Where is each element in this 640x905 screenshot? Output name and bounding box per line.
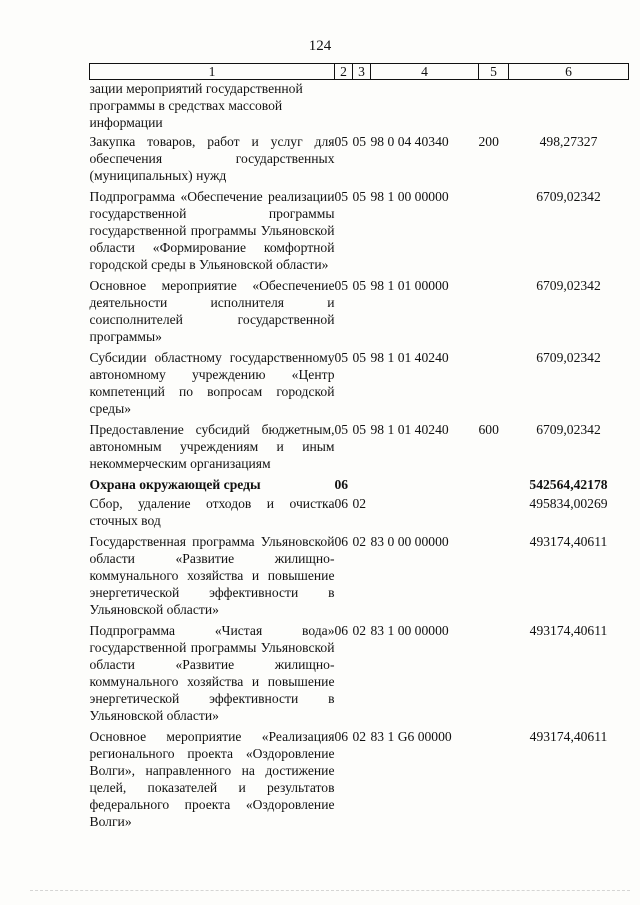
column-header-4: 4 bbox=[371, 64, 479, 80]
row-subsection-code: 02 bbox=[352, 729, 367, 744]
page-number: 124 bbox=[308, 38, 332, 54]
row-name: Охрана окружающей среды bbox=[89, 477, 261, 492]
row-name: Государственная программа Ульяновской области «Развитие жилищно-коммунального хозяйства и повышение энергетической эффективности в Ульяновской области» bbox=[89, 534, 335, 617]
row-section-code: 05 bbox=[334, 278, 349, 293]
table-row bbox=[90, 728, 629, 834]
row-subsection-code bbox=[353, 476, 371, 495]
row-expense-type-code bbox=[479, 188, 509, 277]
table-body bbox=[90, 80, 629, 835]
row-amount: 6709,02342 bbox=[536, 350, 601, 365]
row-section-code: 06 bbox=[334, 534, 349, 549]
row-amount bbox=[509, 80, 629, 134]
table-row bbox=[90, 349, 629, 421]
row-target-article-code: 98 1 01 40240 bbox=[370, 350, 449, 365]
table-row bbox=[90, 495, 629, 533]
table-row bbox=[90, 421, 629, 476]
row-section-code: 06 bbox=[334, 477, 349, 492]
row-section-code bbox=[335, 80, 353, 134]
row-amount: 493174,40611 bbox=[529, 729, 608, 744]
row-expense-type-code bbox=[479, 476, 509, 495]
row-section-code: 05 bbox=[334, 422, 349, 437]
row-subsection-code: 05 bbox=[352, 134, 367, 149]
column-header-2: 2 bbox=[335, 64, 353, 80]
table-row bbox=[90, 476, 629, 495]
row-amount: 6709,02342 bbox=[536, 278, 601, 293]
row-name: зации мероприятий государственной программы в средствах массовой информации bbox=[89, 81, 303, 130]
row-subsection-code bbox=[353, 80, 371, 134]
row-expense-type-code bbox=[479, 349, 509, 421]
scan-edge-noise bbox=[30, 890, 630, 893]
row-target-article-code bbox=[371, 495, 479, 533]
row-section-code: 05 bbox=[334, 350, 349, 365]
row-expense-type-code bbox=[479, 277, 509, 349]
row-amount: 493174,40611 bbox=[529, 623, 608, 638]
row-section-code: 05 bbox=[334, 189, 349, 204]
row-amount: 542564,42178 bbox=[529, 477, 608, 492]
row-subsection-code: 05 bbox=[352, 350, 367, 365]
table-row bbox=[90, 277, 629, 349]
table-row bbox=[90, 80, 629, 134]
row-section-code: 06 bbox=[334, 729, 349, 744]
row-target-article-code: 98 1 01 40240 bbox=[370, 422, 449, 437]
row-target-article-code: 98 1 00 00000 bbox=[370, 189, 449, 204]
row-amount: 495834,00269 bbox=[529, 496, 608, 511]
table-row bbox=[90, 533, 629, 622]
column-header-3: 3 bbox=[353, 64, 371, 80]
column-header-6: 6 bbox=[509, 64, 629, 80]
row-name: Основное мероприятие «Реализация регионального проекта «Оздоровление Волги», направленного на достижение целей, показателей и результатов федерального проекта «Оздоровление Волги» bbox=[89, 729, 335, 829]
row-target-article-code: 98 1 01 00000 bbox=[370, 278, 449, 293]
column-header-1: 1 bbox=[90, 64, 335, 80]
row-target-article-code: 98 0 04 40340 bbox=[370, 134, 449, 149]
row-section-code: 05 bbox=[334, 134, 349, 149]
row-name: Сбор, удаление отходов и очистка сточных вод bbox=[89, 496, 335, 528]
row-amount: 6709,02342 bbox=[536, 422, 601, 437]
row-target-article-code bbox=[371, 476, 479, 495]
row-target-article-code: 83 1 G6 00000 bbox=[370, 729, 452, 744]
row-expense-type-code bbox=[479, 533, 509, 622]
row-name: Закупка товаров, работ и услуг для обеспечения государственных (муниципальных) нужд bbox=[89, 134, 335, 183]
row-expense-type-code: 200 bbox=[478, 134, 499, 149]
row-subsection-code: 05 bbox=[352, 189, 367, 204]
column-header-5: 5 bbox=[479, 64, 509, 80]
row-amount: 6709,02342 bbox=[536, 189, 601, 204]
row-expense-type-code bbox=[479, 622, 509, 728]
table-row bbox=[90, 133, 629, 188]
row-subsection-code: 02 bbox=[352, 534, 367, 549]
row-name: Субсидии областному государственному автономному учреждению «Центр компетенций по вопросам городской среды» bbox=[89, 350, 335, 416]
row-subsection-code: 05 bbox=[352, 278, 367, 293]
row-target-article-code bbox=[371, 80, 479, 134]
table-header bbox=[90, 64, 629, 80]
table-row bbox=[90, 188, 629, 277]
row-expense-type-code bbox=[479, 728, 509, 834]
row-name: Подпрограмма «Обеспечение реализации государственной программы государственной программы Ульяновской области «Формирование комфортной городской среды в Ульяновской области» bbox=[89, 189, 335, 272]
row-name: Предоставление субсидий бюджетным, автономным учреждениям и иным некоммерческим организациям bbox=[89, 422, 335, 471]
row-amount: 498,27327 bbox=[539, 134, 598, 149]
row-expense-type-code bbox=[479, 80, 509, 134]
row-name: Подпрограмма «Чистая вода» государственной программы Ульяновской области «Развитие жилищно-коммунального хозяйства и повышение энергетической эффективности в Ульяновской области» bbox=[89, 623, 335, 723]
row-section-code: 06 bbox=[334, 496, 349, 511]
row-subsection-code: 05 bbox=[352, 422, 367, 437]
table-row bbox=[90, 622, 629, 728]
row-subsection-code: 02 bbox=[352, 623, 367, 638]
row-name: Основное мероприятие «Обеспечение деятельности исполнителя и соисполнителей государственной программы» bbox=[89, 278, 335, 344]
row-expense-type-code: 600 bbox=[478, 422, 499, 437]
row-expense-type-code bbox=[479, 495, 509, 533]
row-section-code: 06 bbox=[334, 623, 349, 638]
row-subsection-code: 02 bbox=[352, 496, 367, 511]
row-target-article-code: 83 0 00 00000 bbox=[370, 534, 449, 549]
row-target-article-code: 83 1 00 00000 bbox=[370, 623, 449, 638]
row-amount: 493174,40611 bbox=[529, 534, 608, 549]
budget-table bbox=[89, 63, 629, 834]
